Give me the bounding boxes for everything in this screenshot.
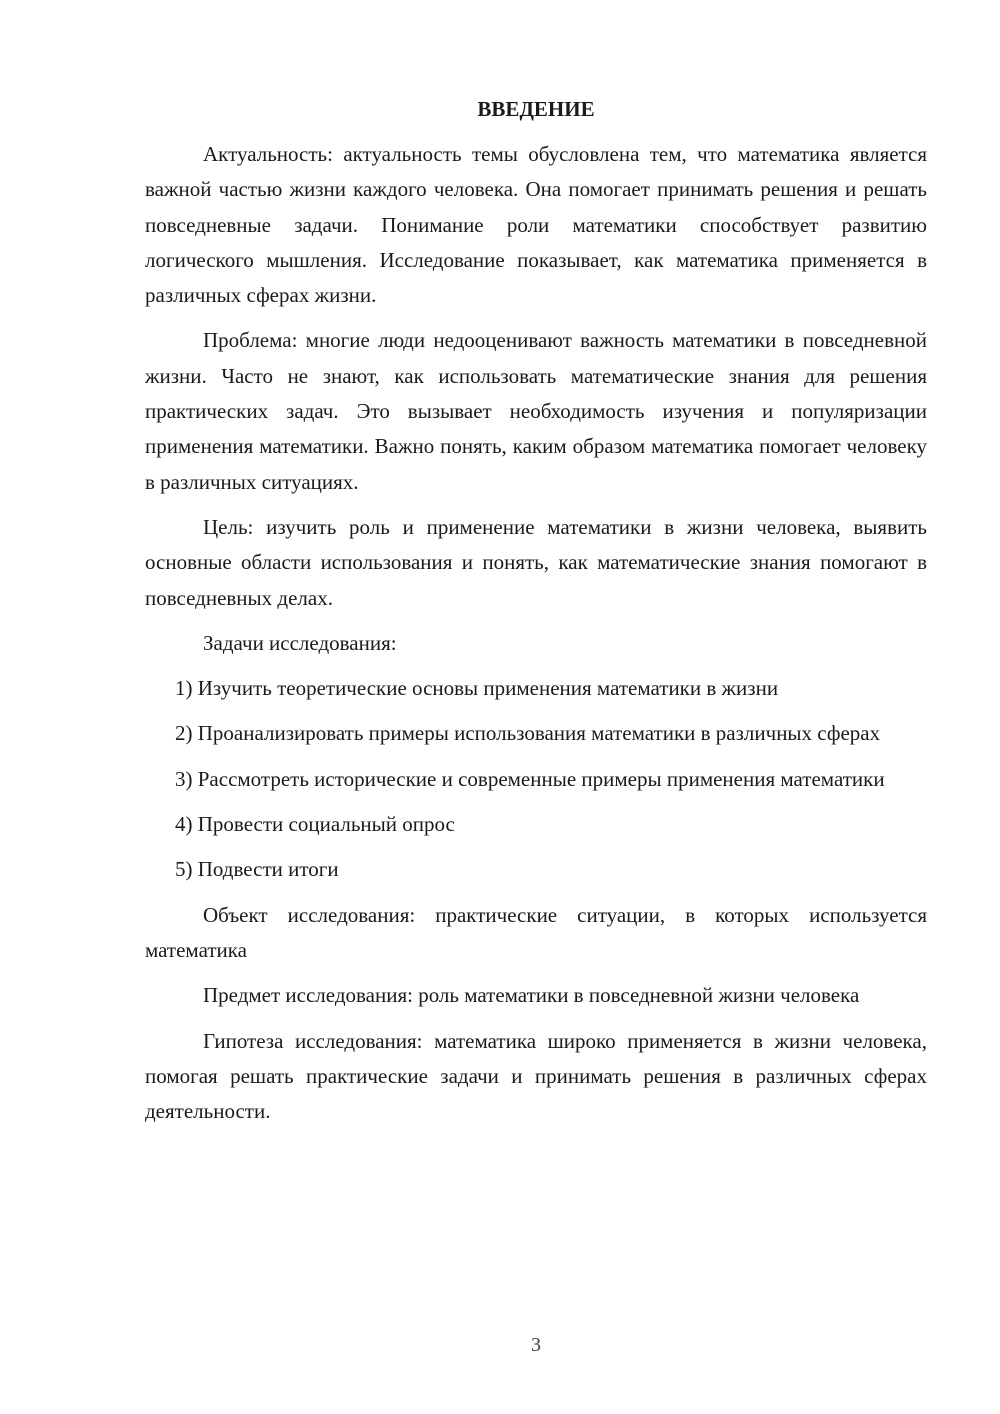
document-page — [145, 92, 927, 1139]
paragraph-problem: Проблема: многие люди недооценивают важность математики в повседневной жизни. Часто не знают, как использовать математические знания для решения практических задач. Это вызывает необходимость изучения и популяризации применения математики. Важно понять, каким образом математика помогает человеку в различных ситуациях. — [145, 328, 927, 494]
page-number: 3 — [531, 1334, 541, 1356]
paragraph-tasks-title: Задачи исследования: — [203, 630, 397, 655]
list-item: 4) Провести социальный опрос — [175, 812, 455, 837]
list-item: 1) Изучить теоретические основы применения математики в жизни — [175, 676, 779, 701]
paragraph-hypothesis: Гипотеза исследования: математика широко применяется в жизни человека, помогая решать практические задачи и принимать решения в различных сферах деятельности. — [145, 1028, 927, 1124]
section-heading: ВВЕДЕНИЕ — [477, 97, 595, 121]
paragraph-subject: Предмет исследования: роль математики в повседневной жизни человека — [203, 983, 860, 1008]
list-item: 3) Рассмотреть исторические и современные примеры применения математики — [175, 766, 885, 791]
list-item: 5) Подвести итоги — [175, 857, 339, 882]
paragraph-goal: Цель: изучить роль и применение математики в жизни человека, выявить основные области использования и понять, как математические знания помогают в повседневных делах. — [145, 514, 927, 610]
list-item: 2) Проанализировать примеры использования математики в различных сферах — [175, 721, 881, 746]
paragraph-relevance: Актуальность: актуальность темы обусловлена тем, что математика является важной частью жизни каждого человека. Она помогает принимать решения и решать повседневные задачи. Понимание роли математики способствует развитию логического мышления. Исследование показывает, как математика применяется в различных сферах жизни. — [145, 142, 927, 308]
paragraph-object: Объект исследования: практические ситуации, в которых используется математика — [145, 902, 927, 962]
